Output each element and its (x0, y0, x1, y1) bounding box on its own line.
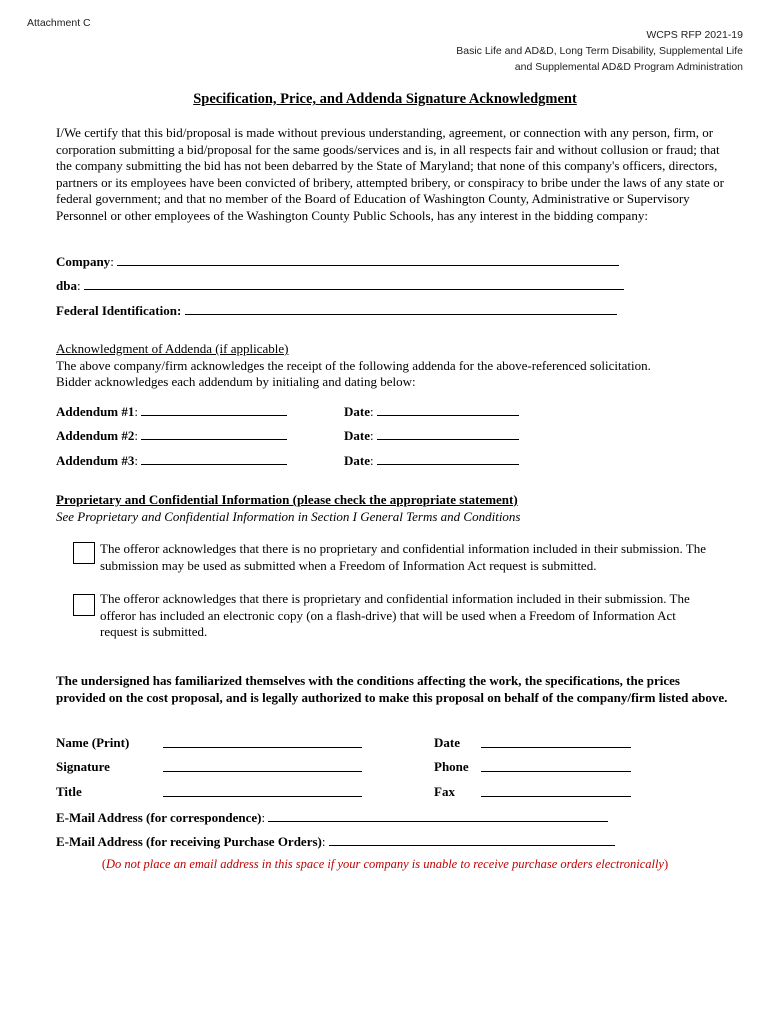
federal-id-field[interactable] (56, 302, 617, 319)
federal-id-line[interactable] (185, 302, 617, 315)
proprietary-section (56, 492, 756, 525)
signature-label: Signature (56, 759, 110, 774)
option-1-text: The offeror acknowledges that there is no proprietary and confidential information included in their submission. The submission may be used as submitted when a Freedom of Information Act request is submitted. (100, 541, 707, 573)
email-po-field[interactable]: E-Mail Address (for receiving Purchase Orders): (56, 833, 615, 850)
company-line[interactable] (117, 253, 619, 266)
email-po-label: E-Mail Address (for receiving Purchase Orders) (56, 834, 322, 849)
fax-label: Fax (434, 784, 455, 799)
addendum-2-label: Addendum #2 (56, 428, 135, 443)
company-field[interactable]: Company: (56, 253, 619, 270)
proprietary-heading: Proprietary and Confidential Information (please check the appropriate statement) (56, 492, 518, 507)
name-line[interactable] (163, 735, 362, 748)
signature-line[interactable] (163, 759, 362, 772)
addendum-1-date-field[interactable]: Date: (344, 403, 519, 420)
addendum-2-date-field[interactable]: Date: (344, 427, 519, 444)
option-2-checkbox[interactable] (73, 594, 95, 616)
addendum-3-date-label: Date (344, 453, 370, 468)
addendum-3-field[interactable]: Addendum #3: (56, 452, 287, 469)
addendum-1-label: Addendum #1 (56, 404, 135, 419)
phone-line[interactable] (481, 759, 631, 772)
option-2-text: The offeror acknowledges that there is proprietary and confidential information included in their submission. The offeror has included an electronic copy (on a flash-drive) that will be used when a Freedom of Information Act request is submitted. (100, 591, 690, 640)
company-label: Company (56, 254, 111, 269)
addendum-2-date-label: Date (344, 428, 370, 443)
dba-line[interactable] (84, 277, 624, 290)
addendum-1-date-label: Date (344, 404, 370, 419)
certification-paragraph: I/We certify that this bid/proposal is made without previous understanding, agreement, or connection with any person, firm, or corporation submitting a bid/proposal for the same goods/services and is, in all respects fair and without collusion or fraud; that the company submitting the bid has not been debarred by the State of Maryland; that none of this company's officers, directors, partners or its employees have been convicted of bribery, attempted bribery, or conspiracy to bribe under the laws of any state or federal government; and that no member of the Board of Education of Washington County, Administrative or Supervisory Personnel or other employees of the Washington County Public Schools, has any interest in the bidding company: (56, 125, 724, 223)
attachment-label: Attachment C (27, 17, 91, 29)
addendum-1-date-line[interactable] (377, 403, 519, 416)
addendum-3-label: Addendum #3 (56, 453, 135, 468)
addendum-3-date-field[interactable]: Date: (344, 452, 519, 469)
email-note: (Do not place an email address in this space if your company is unable to receive purchase orders electronically) (101, 857, 669, 871)
fax-line[interactable] (481, 784, 631, 797)
email-correspondence-line[interactable] (268, 809, 608, 822)
title-line[interactable] (163, 784, 362, 797)
addendum-2-date-line[interactable] (377, 427, 519, 440)
name-label: Name (Print) (56, 735, 130, 750)
option-1-checkbox[interactable] (73, 542, 95, 564)
addendum-1-field[interactable]: Addendum #1: (56, 403, 287, 420)
addendum-2-line[interactable] (141, 427, 287, 440)
email-note-text: Do not place an email address in this space if your company is unable to receive purchase orders electronically (106, 857, 664, 871)
federal-id-label: Federal Identification: (56, 303, 182, 318)
addendum-1-line[interactable] (141, 403, 287, 416)
addendum-2-field[interactable]: Addendum #2: (56, 427, 287, 444)
date-label: Date (434, 735, 460, 750)
date-line[interactable] (481, 735, 631, 748)
addendum-3-date-line[interactable] (377, 452, 519, 465)
rfp-title-line1: Basic Life and AD&D, Long Term Disability, Supplemental Life (456, 45, 743, 57)
addenda-heading: Acknowledgment of Addenda (if applicable) (56, 341, 289, 356)
email-correspondence-label: E-Mail Address (for correspondence) (56, 810, 262, 825)
page-title: Specification, Price, and Addenda Signature Acknowledgment (193, 91, 577, 107)
proprietary-subheading: See Proprietary and Confidential Information in Section I General Terms and Conditions (56, 508, 521, 524)
undersigned-statement: The undersigned has familiarized themselves with the conditions affecting the work, the specifications, the prices provided on the cost proposal, and is legally authorized to make this proposal on behalf of the company/firm listed above. (56, 673, 728, 705)
rfp-number: WCPS RFP 2021-19 (646, 29, 743, 41)
rfp-header (456, 27, 743, 75)
addendum-3-line[interactable] (141, 452, 287, 465)
addenda-line2: Bidder acknowledges each addendum by initialing and dating below: (56, 374, 416, 390)
title-label: Title (56, 784, 82, 799)
addenda-section (56, 341, 736, 391)
dba-label: dba (56, 278, 77, 293)
phone-label: Phone (434, 759, 469, 774)
addenda-line1: The above company/firm acknowledges the receipt of the following addenda for the above-referenced solicitation. (56, 357, 651, 373)
email-correspondence-field[interactable]: E-Mail Address (for correspondence): (56, 809, 608, 826)
email-po-line[interactable] (329, 833, 615, 846)
rfp-title-line2: and Supplemental AD&D Program Administration (514, 61, 743, 73)
dba-field[interactable]: dba: (56, 277, 624, 294)
